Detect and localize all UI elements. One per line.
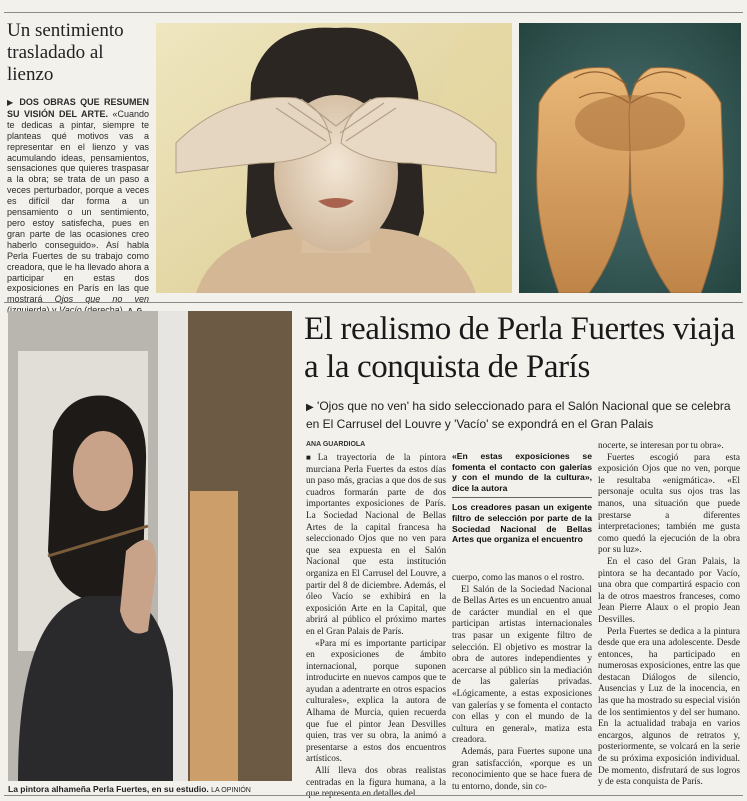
painting-ojos-que-no-ven: [156, 23, 512, 293]
paragraph: nocerte, se interesan por tu obra».: [598, 441, 724, 451]
article-subhead: [306, 398, 742, 432]
paragraph: Perla Fuertes se dedica a la pintura desde que era una adolescente. Desde entonces, ha participado en numerosas exposiciones, entre las que destacan Diálogos de silencio, Ausencias y Luz de la inocencia, en las que ha mostrado su especial visión de los sentimientos y del ser humano. En la actualidad trabaja en varios encargos, algunos de retratos y, posteriormente, se volcará en la serie de su próxima exposición individual. De momento, disfrutará de sus logros y de esta conquista de París.: [598, 626, 741, 788]
caption-credit: LA OPINIÓN: [211, 787, 251, 794]
pull-divider: [452, 497, 592, 498]
caption-text: La pintora alhameña Perla Fuertes, en su estudio.: [8, 784, 209, 794]
pull-quotes: [452, 451, 592, 545]
sidebar-lead: DOS OBRAS QUE RESUMEN SU VISIÓN DEL ARTE.: [7, 97, 149, 119]
subhead-text: 'Ojos que no ven' ha sido seleccionado para el Salón Nacional que se celebra en El Carrusel del Louvre y 'Vacío' se expondrá en el Gran Palais: [306, 399, 731, 431]
paragraph: [306, 452, 446, 639]
top-rule: [4, 12, 743, 13]
triangle-bullet-icon: ▶: [306, 402, 314, 413]
article-column-1: [306, 452, 446, 801]
sidebar-work1: Ojos que no ven: [54, 294, 149, 305]
paragraph: Además, para Fuertes supone una gran satisfacción, «porque es un reconocimiento que se hace fuera de tu entorno, donde, sin co-: [452, 746, 592, 792]
square-bullet-icon: ▶: [7, 98, 16, 107]
paragraph-text: La trayectoria de la pintora murciana Perla Fuertes da estos días un paso más, gracias a que dos de sus cuadros formarán parte de dos importantes exposiciones de París. La Sociedad Nacional de Bellas Artes de la capital francesa ha seleccionado Ojos que no ven para que sea expuesta en el Salón Nacional que esta institución organiza en El Carrusel del Louvre, a partir del 8 de diciembre. Además, el óleo Vacío se exhibirá en la exposición Arte en la Capital, que abrirá al público el próximo martes en el Gran Palais de París.: [306, 453, 446, 637]
paragraph: Allí lleva dos obras realistas centradas en la figura humana, a la que representa en detalles del: [306, 766, 446, 800]
photo-artist-in-studio: [8, 311, 292, 781]
paragraph: «Para mí es importante participar en exposiciones de ámbito internacional, porque suponen introducirte en nuevos campos que te ayudan a adentrarte en otros espacios culturales», explica la autora de Alhama de Murcia, quien recuerda que fue el pintor Jean Desvilles quien, tras ver su obra, la animó a presentarse a estos dos encuentros artísticos.: [306, 638, 446, 765]
article-headline: El realismo de Perla Fuertes viaja a la conquista de París: [304, 311, 735, 385]
paragraph: En el caso del Gran Palais, la pintora se ha decantado por Vacío, una obra que compartirá espacio con la de otros maestros franceses, como Jean Pierre Alaux o el propio Jean Desvilles.: [598, 556, 740, 625]
article-column-3: [598, 441, 740, 789]
section-rule: [4, 302, 743, 303]
pull-quote-2: Los creadores pasan un exigente filtro de selección por parte de la Sociedad Nacional de Bellas Artes que organiza el encuentro: [452, 502, 592, 545]
paragraph: cuerpo, como las manos o el rostro.: [452, 573, 585, 583]
sidebar-text: «Cuando te dedicas a pintar, siempre te planteas qué motivos vas a representar en el lienzo y vas acumulando ideas, pensamientos, sensaciones que quieres traspasar a la obra; se trata de un paso a veces perturbador, porque a veces es difícil dar forma a un pensamiento o un sentimiento, pero estoy satisfecha, pues en gran parte de las ocasiones creo haberlo conseguido». Así habla Perla Fuertes de su trabajo como creadora, que le ha llevado ahora a participar en estas dos exposiciones en París en las que mostrará: [7, 108, 149, 305]
paragraph: El Salón de la Sociedad Nacional de Bellas Artes es un encuentro anual de carácter mundial en el que participan artistas internacionales tras pasar un exigente filtro de selección. El objetivo es mostrar la obra de autores independientes y acercarse al público sin la mediación de las galerías privadas. «Lógicamente, a estas exposiciones van galerías y se fomenta el contacto con ellas y con el mundo de la cultura en general», matiza esta creadora.: [452, 584, 592, 746]
painting-vacio: [519, 23, 741, 293]
pull-quote-1: «En estas exposiciones se fomenta el contacto con galerías y con el mundo de la cultura», dice la autora: [452, 451, 592, 493]
sidebar-title: Un sentimiento trasladado al lienzo: [7, 20, 124, 85]
bottom-rule: [4, 795, 743, 796]
article-byline: ANA GUARDIOLA: [306, 441, 366, 448]
square-bullet-icon: ■: [306, 453, 318, 462]
paragraph: Fuertes escogió para esta exposición Ojos que no ven, porque le resultaba «enigmática». «El personaje oculta sus ojos tras las manos, una situación que puede prestarse a diferentes interpretaciones; también me gusta como quedó la ejecución de la obra por su luz».: [598, 452, 740, 556]
photo-caption: [8, 784, 308, 794]
article-column-2: [452, 573, 592, 793]
sidebar-body: [7, 97, 149, 318]
